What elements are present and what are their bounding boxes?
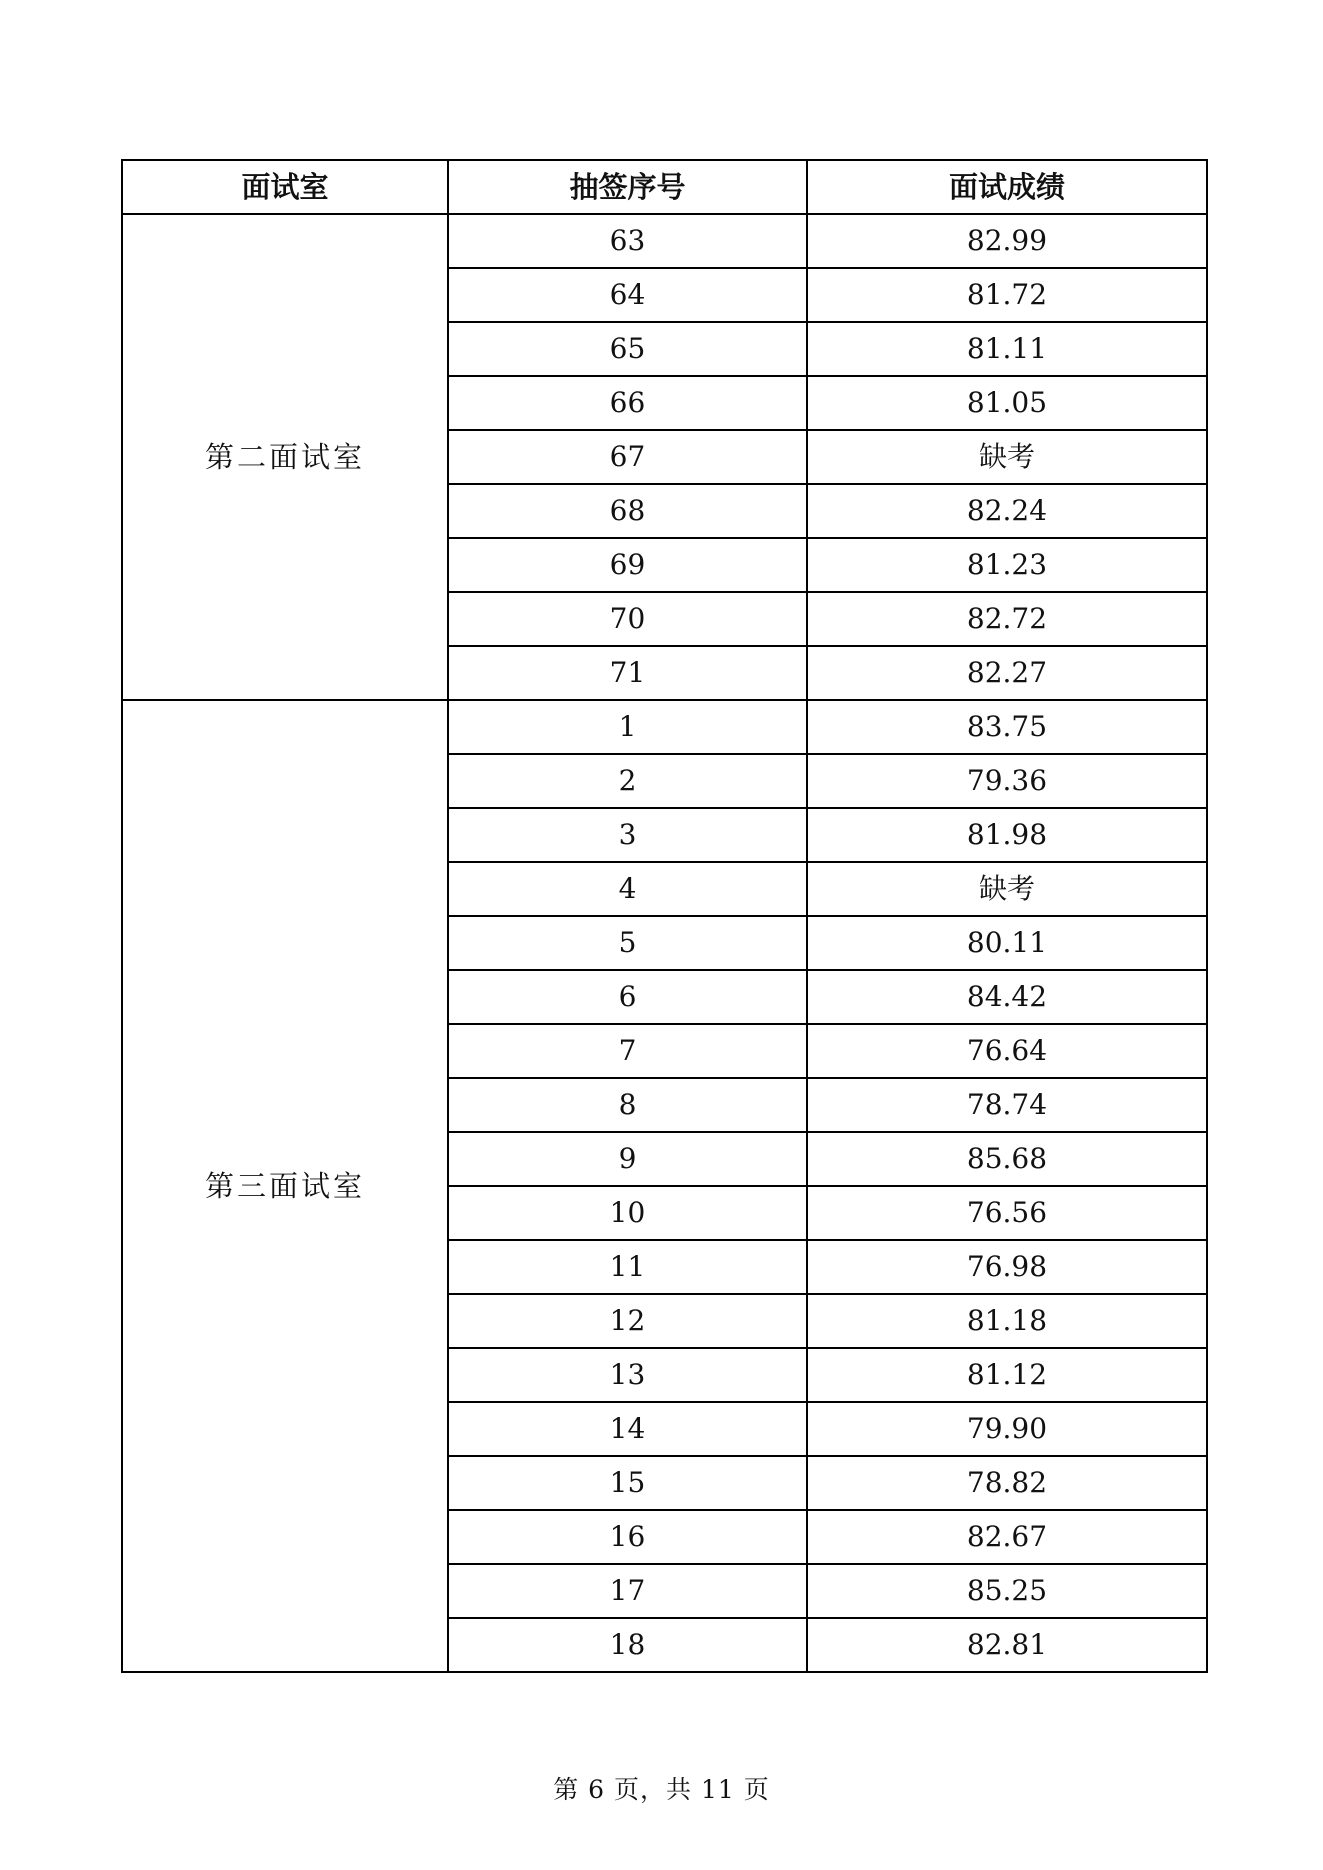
- score-cell: 81.23: [807, 538, 1207, 592]
- draw-number-cell: 17: [448, 1564, 807, 1618]
- score-cell: 80.11: [807, 916, 1207, 970]
- score-cell: 78.74: [807, 1078, 1207, 1132]
- score-cell: 81.05: [807, 376, 1207, 430]
- draw-number-cell: 18: [448, 1618, 807, 1672]
- score-cell: 82.72: [807, 592, 1207, 646]
- room-name-cell: 第三面试室: [122, 700, 448, 1672]
- draw-number-cell: 9: [448, 1132, 807, 1186]
- score-cell: 缺考: [807, 862, 1207, 916]
- score-cell: 81.72: [807, 268, 1207, 322]
- draw-number-cell: 67: [448, 430, 807, 484]
- page-footer: 第 6 页，共 11 页: [553, 1775, 770, 1804]
- draw-number-cell: 5: [448, 916, 807, 970]
- draw-number-cell: 2: [448, 754, 807, 808]
- draw-number-cell: 65: [448, 322, 807, 376]
- score-cell: 76.56: [807, 1186, 1207, 1240]
- draw-number-cell: 63: [448, 214, 807, 268]
- table-body: [122, 214, 1207, 1672]
- score-cell: 82.67: [807, 1510, 1207, 1564]
- score-cell: 81.18: [807, 1294, 1207, 1348]
- draw-number-cell: 14: [448, 1402, 807, 1456]
- draw-number-cell: 8: [448, 1078, 807, 1132]
- score-cell: 85.68: [807, 1132, 1207, 1186]
- table-row: [122, 700, 1207, 754]
- draw-number-cell: 3: [448, 808, 807, 862]
- draw-number-cell: 66: [448, 376, 807, 430]
- score-cell: 76.64: [807, 1024, 1207, 1078]
- draw-number-cell: 69: [448, 538, 807, 592]
- draw-number-cell: 64: [448, 268, 807, 322]
- score-cell: 81.12: [807, 1348, 1207, 1402]
- score-cell: 79.90: [807, 1402, 1207, 1456]
- score-cell: 76.98: [807, 1240, 1207, 1294]
- score-cell: 82.81: [807, 1618, 1207, 1672]
- table-header-row: [122, 160, 1207, 214]
- draw-number-cell: 70: [448, 592, 807, 646]
- score-cell: 81.98: [807, 808, 1207, 862]
- score-cell: 82.24: [807, 484, 1207, 538]
- room-name-cell: 第二面试室: [122, 214, 448, 700]
- draw-number-cell: 7: [448, 1024, 807, 1078]
- score-cell: 79.36: [807, 754, 1207, 808]
- score-cell: 78.82: [807, 1456, 1207, 1510]
- score-cell: 84.42: [807, 970, 1207, 1024]
- header-room: 面试室: [122, 160, 448, 214]
- score-cell: 85.25: [807, 1564, 1207, 1618]
- draw-number-cell: 12: [448, 1294, 807, 1348]
- draw-number-cell: 4: [448, 862, 807, 916]
- draw-number-cell: 16: [448, 1510, 807, 1564]
- table-row: [122, 214, 1207, 268]
- draw-number-cell: 6: [448, 970, 807, 1024]
- draw-number-cell: 71: [448, 646, 807, 700]
- score-cell: 83.75: [807, 700, 1207, 754]
- score-cell: 82.99: [807, 214, 1207, 268]
- header-score: 面试成绩: [807, 160, 1207, 214]
- draw-number-cell: 68: [448, 484, 807, 538]
- draw-number-cell: 11: [448, 1240, 807, 1294]
- draw-number-cell: 15: [448, 1456, 807, 1510]
- score-cell: 81.11: [807, 322, 1207, 376]
- header-draw-number: 抽签序号: [448, 160, 807, 214]
- score-table: [121, 159, 1208, 1673]
- draw-number-cell: 13: [448, 1348, 807, 1402]
- draw-number-cell: 1: [448, 700, 807, 754]
- draw-number-cell: 10: [448, 1186, 807, 1240]
- score-cell: 缺考: [807, 430, 1207, 484]
- score-cell: 82.27: [807, 646, 1207, 700]
